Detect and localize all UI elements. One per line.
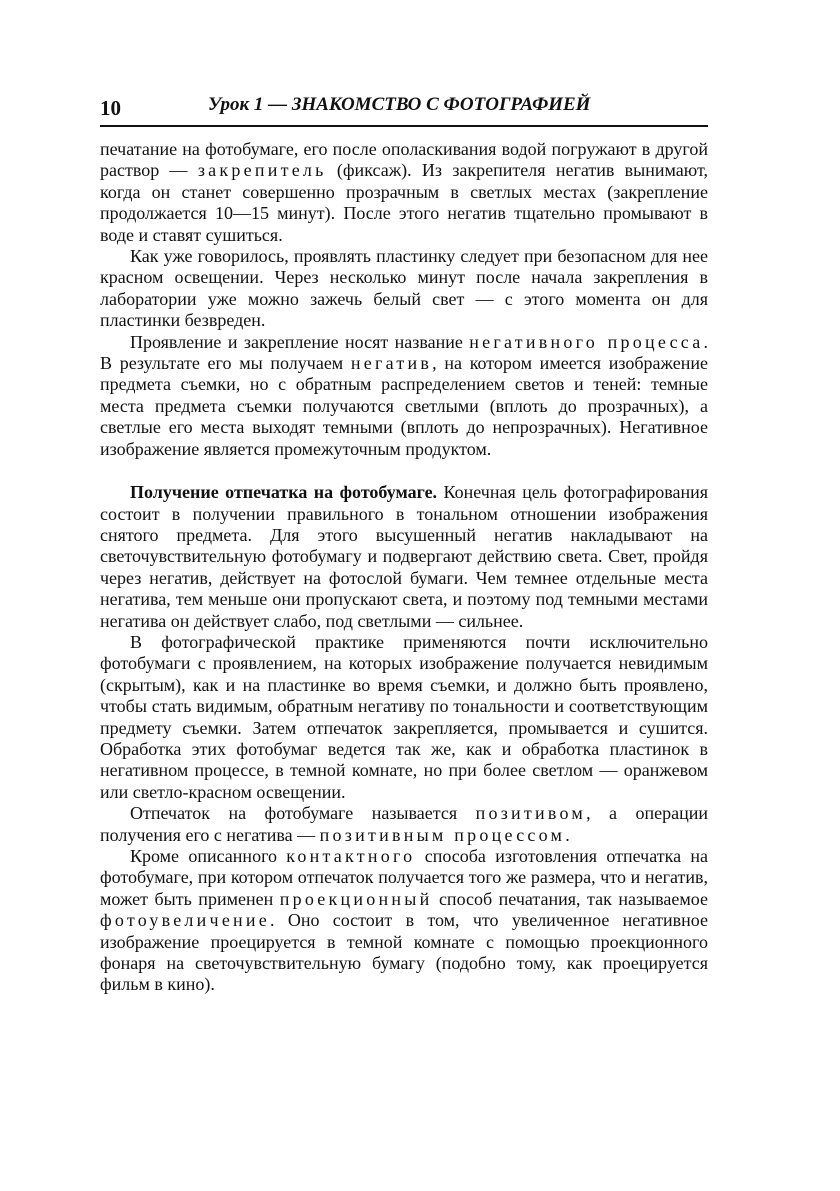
- paragraph-safelight: Как уже говорилось, проявлять пластинку следует при безопасном для нее красном освещении. Через несколько минут после начала закрепления в лаборатории уже можно зажечь белый свет — с этого момента он для пластинки безвреден.: [100, 246, 708, 331]
- paragraph-developing-paper: В фотографической практике применяются почти исключительно фотобумаги с проявлением, на которых изображение получается невидимым (скрытым), как и на пластинке во время съемки, и должно быть проявлено, чтобы стать видимым, обратным негативу по тональности и соответствующим предмету съемки. Затем отпечаток закрепляется, промывается и сушится. Обработка этих фотобумаг ведется так же, как и обработка пластинок в негативном процессе, в темной комнате, но при более светлом — оранжевом или светло-красном освещении.: [100, 631, 708, 802]
- spaced-term: позитивным процессом: [319, 824, 566, 845]
- header-rule: [100, 125, 708, 127]
- page-number: 10: [100, 96, 121, 120]
- paragraph-fixing: [100, 139, 708, 246]
- running-title: Урок 1 — ЗНАКОМСТВО С ФОТОГРАФИЕЙ: [208, 94, 591, 115]
- paragraph-text: , на котором имеется изображение предмета съемки, но с обратным распределением светов и теней: темные места предмета съемки получаются светлыми (вплоть до прозрачных), а светлые его места выходят темными (вплоть до непрозрачных). Негативное изображение является промежуточным продуктом.: [100, 353, 708, 459]
- spaced-term: фотоувеличение: [100, 910, 271, 931]
- paragraph-positive: [100, 803, 708, 846]
- page-header: [100, 94, 708, 124]
- paragraph-text: Отпечаток на фотобумаге называется: [130, 803, 476, 824]
- paragraph-printing: [100, 482, 708, 632]
- paragraph-text: способ печатания, так называемое: [432, 888, 709, 909]
- spaced-term: позитивом: [475, 803, 587, 824]
- paragraph-text: (фиксаж). Из закрепителя негатив вынимают, когда он станет совершенно прозрачным в светлых местах (закрепление продолжается 10—15 минут). После этого негатив тщательно промывают в воде и ставят сушиться.: [100, 160, 708, 245]
- spaced-term: проекционный: [279, 888, 433, 909]
- paragraph-negative-process: [100, 332, 708, 460]
- paragraph-text: Проявление и закрепление носят название: [130, 331, 470, 352]
- page-body: [100, 139, 708, 996]
- paragraph-text: способа изготовления отпечатка на фотобумаге, при котором отпечаток получается того же размера, что и негатив, может быть применен: [100, 846, 708, 909]
- paragraph-text: Кроме описанного: [130, 846, 287, 866]
- section-gap: [100, 460, 708, 482]
- paragraph-text: .: [565, 824, 570, 845]
- paragraph-text: . В результате его мы получаем: [100, 331, 708, 374]
- paragraph-text: . Оно состоит в том, что увеличенное негативное изображение проецируется в темной комнате с помощью проекционного фонаря на светочувствительную бумагу (подобно тому, как проецируется фильм в кино).: [100, 910, 708, 995]
- paragraph-enlargement: [100, 846, 708, 996]
- spaced-term: контактного: [286, 846, 416, 866]
- paragraph-text: Конечная цель фотографирования состоит в получении правильного в тональном отношении изображения снятого предмета. Для этого высушенный негатив накладывают на светочувствительную фотобумагу и подвергают действию света. Свет, пройдя через негатив, действует на фотослой бумаги. Чем темнее отдельные места негатива, тем меньше они пропускают света, и поэтому под темными местами негатива он действует слабо, под светлыми — сильнее.: [100, 482, 708, 631]
- spaced-term: негативного процесса: [469, 331, 704, 352]
- spaced-term: негатив: [350, 353, 433, 374]
- section-heading: Получение отпечатка на фотобумаге.: [130, 482, 438, 503]
- paragraph-text: печатание на фотобумаге, его после ополаскивания водой погружают в другой раствор —: [100, 139, 708, 181]
- paragraph-text: , а операции получения его с негатива —: [100, 803, 708, 845]
- spaced-term: закрепитель: [197, 160, 327, 181]
